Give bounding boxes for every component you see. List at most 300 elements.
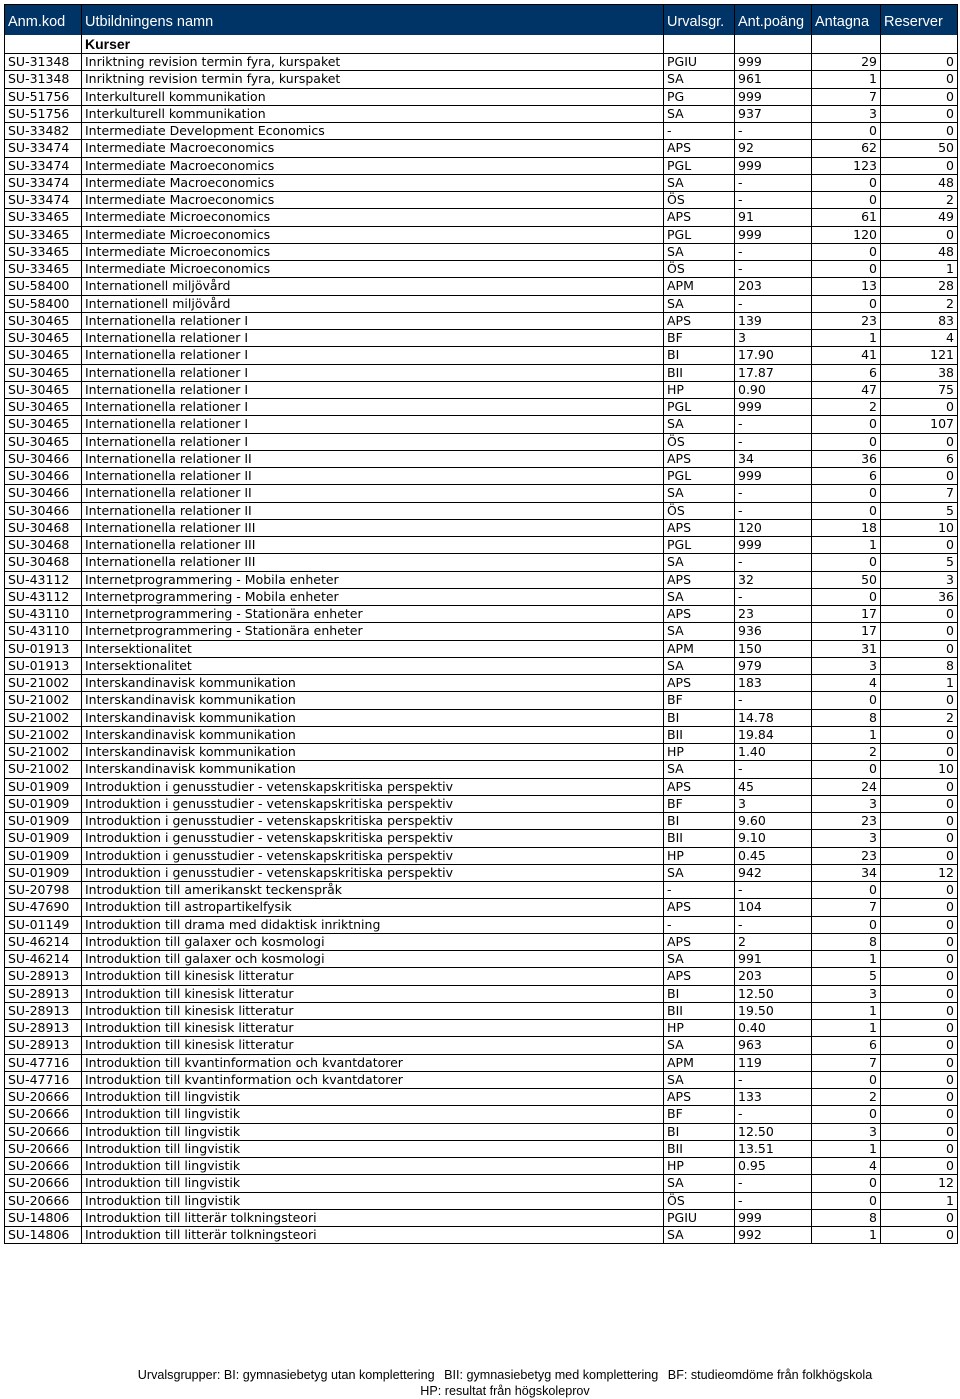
cell-antagna: 0 bbox=[812, 1192, 881, 1209]
cell-namn: Introduktion i genusstudier - vetenskapskritiska perspektiv bbox=[82, 795, 664, 812]
table-row bbox=[5, 537, 958, 554]
cell-urvalsgr: APM bbox=[664, 1054, 735, 1071]
cell-namn: Intersektionalitet bbox=[82, 657, 664, 674]
cell-namn: Internetprogrammering - Mobila enheter bbox=[82, 571, 664, 588]
cell-reserver: 0 bbox=[881, 606, 958, 623]
cell-urvalsgr: SA bbox=[664, 588, 735, 605]
cell-anm-kod: SU-33465 bbox=[5, 243, 82, 260]
cell-urvalsgr: APS bbox=[664, 968, 735, 985]
cell-urvalsgr: HP bbox=[664, 847, 735, 864]
cell-ant-poang: 999 bbox=[735, 157, 812, 174]
table-row bbox=[5, 623, 958, 640]
cell-ant-poang: 979 bbox=[735, 657, 812, 674]
cell-reserver: 107 bbox=[881, 416, 958, 433]
legend-item-bi: Urvalsgrupper: BI: gymnasiebetyg utan komplettering bbox=[137, 1368, 435, 1382]
cell-ant-poang: 45 bbox=[735, 778, 812, 795]
cell-anm-kod: SU-28913 bbox=[5, 1020, 82, 1037]
cell-namn: Internationella relationer II bbox=[82, 450, 664, 467]
cell-ant-poang: 0.95 bbox=[735, 1158, 812, 1175]
cell-namn: Introduktion till litterär tolkningsteori bbox=[82, 1227, 664, 1244]
table-row bbox=[5, 468, 958, 485]
cell-anm-kod: SU-21002 bbox=[5, 761, 82, 778]
cell-namn: Internationella relationer I bbox=[82, 312, 664, 329]
col-header-antagna: Antagna bbox=[812, 5, 881, 36]
cell-ant-poang: 14.78 bbox=[735, 709, 812, 726]
table-row bbox=[5, 330, 958, 347]
cell-anm-kod: SU-14806 bbox=[5, 1209, 82, 1226]
table-row bbox=[5, 1037, 958, 1054]
cell-ant-poang: 13.51 bbox=[735, 1140, 812, 1157]
cell-namn: Introduktion till kinesisk litteratur bbox=[82, 1020, 664, 1037]
cell-namn: Intermediate Microeconomics bbox=[82, 261, 664, 278]
cell-anm-kod: SU-01913 bbox=[5, 640, 82, 657]
cell-namn: Internationell miljövård bbox=[82, 278, 664, 295]
cell-ant-poang: - bbox=[735, 261, 812, 278]
cell-antagna: 0 bbox=[812, 295, 881, 312]
cell-urvalsgr: APS bbox=[664, 1089, 735, 1106]
cell-reserver: 0 bbox=[881, 847, 958, 864]
cell-anm-kod: SU-21002 bbox=[5, 692, 82, 709]
cell-urvalsgr: APS bbox=[664, 571, 735, 588]
cell-anm-kod: SU-30466 bbox=[5, 468, 82, 485]
cell-antagna: 8 bbox=[812, 709, 881, 726]
cell-anm-kod: SU-01909 bbox=[5, 847, 82, 864]
cell-urvalsgr: BI bbox=[664, 985, 735, 1002]
cell-namn: Internationell miljövård bbox=[82, 295, 664, 312]
cell-namn: Intermediate Microeconomics bbox=[82, 243, 664, 260]
cell-ant-poang: 9.10 bbox=[735, 830, 812, 847]
cell-urvalsgr: PG bbox=[664, 88, 735, 105]
cell-namn: Intermediate Development Economics bbox=[82, 123, 664, 140]
cell-urvalsgr: SA bbox=[664, 1037, 735, 1054]
cell-reserver: 0 bbox=[881, 933, 958, 950]
cell-ant-poang: - bbox=[735, 1192, 812, 1209]
table-row bbox=[5, 105, 958, 122]
cell-reserver: 5 bbox=[881, 502, 958, 519]
cell-reserver: 50 bbox=[881, 140, 958, 157]
cell-antagna: 0 bbox=[812, 692, 881, 709]
cell-reserver: 5 bbox=[881, 554, 958, 571]
cell-ant-poang: 19.50 bbox=[735, 1002, 812, 1019]
cell-reserver: 0 bbox=[881, 882, 958, 899]
cell-namn: Interskandinavisk kommunikation bbox=[82, 709, 664, 726]
table-row bbox=[5, 416, 958, 433]
table-row bbox=[5, 795, 958, 812]
cell-namn: Introduktion till kvantinformation och kvantdatorer bbox=[82, 1071, 664, 1088]
cell-anm-kod: SU-01149 bbox=[5, 916, 82, 933]
cell-antagna: 24 bbox=[812, 778, 881, 795]
cell-ant-poang: 17.87 bbox=[735, 364, 812, 381]
cell-namn: Introduktion till amerikanskt teckenspråk bbox=[82, 882, 664, 899]
cell-reserver: 12 bbox=[881, 864, 958, 881]
cell-namn: Intermediate Macroeconomics bbox=[82, 140, 664, 157]
cell-antagna: 0 bbox=[812, 123, 881, 140]
cell-antagna: 3 bbox=[812, 985, 881, 1002]
cell-anm-kod: SU-28913 bbox=[5, 1037, 82, 1054]
cell-antagna: 7 bbox=[812, 1054, 881, 1071]
cell-antagna: 0 bbox=[812, 1106, 881, 1123]
cell-reserver: 6 bbox=[881, 450, 958, 467]
table-row bbox=[5, 295, 958, 312]
cell-reserver: 0 bbox=[881, 744, 958, 761]
cell-ant-poang: 0.45 bbox=[735, 847, 812, 864]
cell-anm-kod: SU-58400 bbox=[5, 278, 82, 295]
cell-anm-kod: SU-33482 bbox=[5, 123, 82, 140]
cell-antagna: 2 bbox=[812, 399, 881, 416]
table-row bbox=[5, 1192, 958, 1209]
cell-antagna: 1 bbox=[812, 1002, 881, 1019]
cell-antagna: 3 bbox=[812, 795, 881, 812]
cell-antagna: 3 bbox=[812, 105, 881, 122]
legend-line-2: HP: resultat från högskoleprov bbox=[420, 1384, 590, 1398]
cell-anm-kod: SU-20666 bbox=[5, 1140, 82, 1157]
cell-reserver: 1 bbox=[881, 261, 958, 278]
table-row bbox=[5, 1054, 958, 1071]
cell-anm-kod: SU-20666 bbox=[5, 1175, 82, 1192]
cell-reserver: 0 bbox=[881, 1089, 958, 1106]
cell-namn: Introduktion till lingvistik bbox=[82, 1158, 664, 1175]
col-header-anm-kod: Anm.kod bbox=[5, 5, 82, 36]
cell-antagna: 0 bbox=[812, 502, 881, 519]
cell-ant-poang: - bbox=[735, 1175, 812, 1192]
table-row bbox=[5, 1140, 958, 1157]
cell-urvalsgr: - bbox=[664, 882, 735, 899]
cell-reserver: 2 bbox=[881, 295, 958, 312]
cell-anm-kod: SU-33465 bbox=[5, 226, 82, 243]
cell-namn: Introduktion till lingvistik bbox=[82, 1089, 664, 1106]
table-row bbox=[5, 399, 958, 416]
cell-namn: Interskandinavisk kommunikation bbox=[82, 675, 664, 692]
cell-ant-poang: 999 bbox=[735, 54, 812, 71]
cell-reserver: 0 bbox=[881, 1054, 958, 1071]
cell-anm-kod: SU-01909 bbox=[5, 778, 82, 795]
cell-namn: Intermediate Macroeconomics bbox=[82, 192, 664, 209]
cell-ant-poang: 34 bbox=[735, 450, 812, 467]
cell-antagna: 1 bbox=[812, 726, 881, 743]
cell-urvalsgr: BF bbox=[664, 1106, 735, 1123]
cell-ant-poang: 963 bbox=[735, 1037, 812, 1054]
table-row bbox=[5, 1227, 958, 1244]
cell-antagna: 5 bbox=[812, 968, 881, 985]
cell-urvalsgr: BII bbox=[664, 830, 735, 847]
cell-namn: Internationella relationer II bbox=[82, 502, 664, 519]
table-row bbox=[5, 588, 958, 605]
cell-namn: Internationella relationer III bbox=[82, 537, 664, 554]
cell-anm-kod: SU-14806 bbox=[5, 1227, 82, 1244]
table-row bbox=[5, 1071, 958, 1088]
cell-urvalsgr: SA bbox=[664, 657, 735, 674]
cell-antagna: 34 bbox=[812, 864, 881, 881]
cell-ant-poang: 999 bbox=[735, 226, 812, 243]
cell-urvalsgr: ÖS bbox=[664, 502, 735, 519]
cell-urvalsgr: SA bbox=[664, 71, 735, 88]
cell-anm-kod: SU-31348 bbox=[5, 71, 82, 88]
legend-item-bii: BII: gymnasiebetyg med komplettering bbox=[444, 1368, 659, 1382]
cell-anm-kod: SU-30466 bbox=[5, 485, 82, 502]
cell-antagna: 3 bbox=[812, 830, 881, 847]
cell-antagna: 8 bbox=[812, 1209, 881, 1226]
cell-namn: Interkulturell kommunikation bbox=[82, 105, 664, 122]
cell-ant-poang: 183 bbox=[735, 675, 812, 692]
cell-reserver: 0 bbox=[881, 399, 958, 416]
cell-antagna: 0 bbox=[812, 1071, 881, 1088]
cell-antagna: 13 bbox=[812, 278, 881, 295]
cell-antagna: 17 bbox=[812, 606, 881, 623]
cell-namn: Internationella relationer III bbox=[82, 519, 664, 536]
table-row bbox=[5, 640, 958, 657]
cell-reserver: 0 bbox=[881, 433, 958, 450]
cell-urvalsgr: BII bbox=[664, 1002, 735, 1019]
cell-anm-kod: SU-01909 bbox=[5, 830, 82, 847]
cell-antagna: 0 bbox=[812, 261, 881, 278]
cell-urvalsgr: ÖS bbox=[664, 192, 735, 209]
cell-reserver: 1 bbox=[881, 675, 958, 692]
table-row bbox=[5, 968, 958, 985]
cell-anm-kod: SU-30468 bbox=[5, 537, 82, 554]
table-row bbox=[5, 278, 958, 295]
cell-urvalsgr: APM bbox=[664, 640, 735, 657]
cell-urvalsgr: ÖS bbox=[664, 261, 735, 278]
cell-namn: Inriktning revision termin fyra, kurspaket bbox=[82, 71, 664, 88]
cell-antagna: 6 bbox=[812, 468, 881, 485]
cell-namn: Introduktion till kinesisk litteratur bbox=[82, 985, 664, 1002]
cell-namn: Internationella relationer II bbox=[82, 485, 664, 502]
col-header-reserver: Reserver bbox=[881, 5, 958, 36]
cell-ant-poang: 12.50 bbox=[735, 1123, 812, 1140]
cell-ant-poang: 999 bbox=[735, 88, 812, 105]
cell-namn: Intermediate Macroeconomics bbox=[82, 174, 664, 191]
cell-ant-poang: - bbox=[735, 916, 812, 933]
cell-ant-poang: 203 bbox=[735, 968, 812, 985]
cell-anm-kod: SU-33474 bbox=[5, 174, 82, 191]
cell-reserver: 10 bbox=[881, 761, 958, 778]
cell-namn: Introduktion till drama med didaktisk inriktning bbox=[82, 916, 664, 933]
table-row bbox=[5, 692, 958, 709]
table-row bbox=[5, 726, 958, 743]
cell-ant-poang: 91 bbox=[735, 209, 812, 226]
table-row bbox=[5, 157, 958, 174]
table-row bbox=[5, 226, 958, 243]
cell-anm-kod: SU-20666 bbox=[5, 1158, 82, 1175]
cell-anm-kod: SU-46214 bbox=[5, 951, 82, 968]
cell-ant-poang: - bbox=[735, 882, 812, 899]
cell-antagna: 23 bbox=[812, 312, 881, 329]
cell-urvalsgr: PGIU bbox=[664, 1209, 735, 1226]
cell-anm-kod: SU-33474 bbox=[5, 140, 82, 157]
cell-anm-kod: SU-43110 bbox=[5, 623, 82, 640]
cell-reserver: 0 bbox=[881, 640, 958, 657]
legend-line-1 bbox=[0, 1367, 960, 1383]
cell-anm-kod: SU-31348 bbox=[5, 54, 82, 71]
cell-anm-kod: SU-20666 bbox=[5, 1123, 82, 1140]
cell-namn: Introduktion till kinesisk litteratur bbox=[82, 1002, 664, 1019]
cell-antagna: 3 bbox=[812, 1123, 881, 1140]
cell-antagna: 7 bbox=[812, 899, 881, 916]
cell-anm-kod: SU-47716 bbox=[5, 1054, 82, 1071]
cell-reserver: 0 bbox=[881, 1140, 958, 1157]
cell-reserver: 75 bbox=[881, 381, 958, 398]
cell-antagna: 23 bbox=[812, 847, 881, 864]
cell-reserver: 0 bbox=[881, 795, 958, 812]
cell-ant-poang: 119 bbox=[735, 1054, 812, 1071]
cell-urvalsgr: PGL bbox=[664, 468, 735, 485]
cell-namn: Introduktion i genusstudier - vetenskapskritiska perspektiv bbox=[82, 830, 664, 847]
cell-ant-poang: 203 bbox=[735, 278, 812, 295]
cell-urvalsgr: PGL bbox=[664, 157, 735, 174]
cell-namn: Interkulturell kommunikation bbox=[82, 88, 664, 105]
cell-urvalsgr: PGIU bbox=[664, 54, 735, 71]
cell-urvalsgr: BII bbox=[664, 1140, 735, 1157]
cell-reserver: 0 bbox=[881, 1158, 958, 1175]
cell-anm-kod: SU-51756 bbox=[5, 105, 82, 122]
cell-antagna: 4 bbox=[812, 675, 881, 692]
cell-antagna: 23 bbox=[812, 813, 881, 830]
cell-reserver: 0 bbox=[881, 968, 958, 985]
table-row bbox=[5, 1002, 958, 1019]
cell-reserver: 83 bbox=[881, 312, 958, 329]
cell-anm-kod: SU-30465 bbox=[5, 347, 82, 364]
cell-namn: Internationella relationer III bbox=[82, 554, 664, 571]
cell-anm-kod: SU-21002 bbox=[5, 744, 82, 761]
cell-ant-poang: 999 bbox=[735, 1209, 812, 1226]
cell-urvalsgr: SA bbox=[664, 416, 735, 433]
cell-anm-kod: SU-33465 bbox=[5, 261, 82, 278]
table-row bbox=[5, 882, 958, 899]
cell-anm-kod: SU-01913 bbox=[5, 657, 82, 674]
cell-ant-poang: 991 bbox=[735, 951, 812, 968]
cell-anm-kod: SU-21002 bbox=[5, 675, 82, 692]
cell-antagna: 1 bbox=[812, 330, 881, 347]
cell-anm-kod: SU-30466 bbox=[5, 502, 82, 519]
cell-urvalsgr: APS bbox=[664, 606, 735, 623]
cell-ant-poang: - bbox=[735, 416, 812, 433]
table-row bbox=[5, 433, 958, 450]
cell-urvalsgr: SA bbox=[664, 951, 735, 968]
cell-ant-poang: - bbox=[735, 243, 812, 260]
cell-urvalsgr: SA bbox=[664, 1227, 735, 1244]
cell-reserver: 121 bbox=[881, 347, 958, 364]
cell-urvalsgr: APS bbox=[664, 519, 735, 536]
cell-ant-poang: - bbox=[735, 123, 812, 140]
cell-urvalsgr: APS bbox=[664, 899, 735, 916]
cell-ant-poang: - bbox=[735, 761, 812, 778]
cell-antagna: 0 bbox=[812, 1175, 881, 1192]
cell-anm-kod: SU-30465 bbox=[5, 399, 82, 416]
table-row bbox=[5, 554, 958, 571]
cell-anm-kod: SU-30465 bbox=[5, 433, 82, 450]
cell-reserver: 7 bbox=[881, 485, 958, 502]
cell-ant-poang: 937 bbox=[735, 105, 812, 122]
cell-antagna: 3 bbox=[812, 657, 881, 674]
cell-antagna: 29 bbox=[812, 54, 881, 71]
cell-anm-kod: SU-33474 bbox=[5, 192, 82, 209]
cell-reserver: 38 bbox=[881, 364, 958, 381]
cell-namn: Introduktion till litterär tolkningsteori bbox=[82, 1209, 664, 1226]
cell-namn: Interskandinavisk kommunikation bbox=[82, 692, 664, 709]
cell-namn: Internetprogrammering - Mobila enheter bbox=[82, 588, 664, 605]
cell-urvalsgr: BI bbox=[664, 813, 735, 830]
cell-reserver: 0 bbox=[881, 1020, 958, 1037]
cell-urvalsgr: SA bbox=[664, 864, 735, 881]
cell-ant-poang: 133 bbox=[735, 1089, 812, 1106]
table-row bbox=[5, 347, 958, 364]
table-row bbox=[5, 933, 958, 950]
cell-anm-kod: SU-30468 bbox=[5, 554, 82, 571]
cell-urvalsgr: SA bbox=[664, 295, 735, 312]
cell-reserver: 36 bbox=[881, 588, 958, 605]
table-row bbox=[5, 1175, 958, 1192]
cell-anm-kod: SU-30465 bbox=[5, 312, 82, 329]
cell-antagna: 6 bbox=[812, 1037, 881, 1054]
cell-ant-poang: 961 bbox=[735, 71, 812, 88]
cell-namn: Internationella relationer I bbox=[82, 347, 664, 364]
table-row bbox=[5, 192, 958, 209]
table-row bbox=[5, 813, 958, 830]
cell-anm-kod: SU-21002 bbox=[5, 709, 82, 726]
cell-urvalsgr: APS bbox=[664, 778, 735, 795]
cell-ant-poang: 32 bbox=[735, 571, 812, 588]
cell-reserver: 0 bbox=[881, 726, 958, 743]
cell-reserver: 0 bbox=[881, 1227, 958, 1244]
cell-antagna: 1 bbox=[812, 951, 881, 968]
table-row bbox=[5, 899, 958, 916]
cell-anm-kod: SU-30465 bbox=[5, 416, 82, 433]
cell-urvalsgr: SA bbox=[664, 243, 735, 260]
cell-anm-kod: SU-28913 bbox=[5, 985, 82, 1002]
cell-antagna: 7 bbox=[812, 88, 881, 105]
table-row bbox=[5, 502, 958, 519]
header-row bbox=[5, 5, 958, 36]
cell-anm-kod: SU-01909 bbox=[5, 864, 82, 881]
cell-namn: Internationella relationer I bbox=[82, 399, 664, 416]
table-row bbox=[5, 830, 958, 847]
cell-urvalsgr: HP bbox=[664, 381, 735, 398]
cell-reserver: 3 bbox=[881, 571, 958, 588]
cell-urvalsgr: BII bbox=[664, 726, 735, 743]
table-row bbox=[5, 744, 958, 761]
cell-anm-kod: SU-28913 bbox=[5, 968, 82, 985]
cell-namn: Interskandinavisk kommunikation bbox=[82, 761, 664, 778]
cell-reserver: 48 bbox=[881, 174, 958, 191]
cell-reserver: 0 bbox=[881, 54, 958, 71]
admissions-table bbox=[4, 4, 958, 1244]
cell-antagna: 0 bbox=[812, 916, 881, 933]
cell-ant-poang: 936 bbox=[735, 623, 812, 640]
table-row bbox=[5, 1158, 958, 1175]
cell-namn: Introduktion till galaxer och kosmologi bbox=[82, 951, 664, 968]
table-row bbox=[5, 606, 958, 623]
cell-ant-poang: - bbox=[735, 295, 812, 312]
cell-anm-kod: SU-51756 bbox=[5, 88, 82, 105]
cell-namn: Introduktion i genusstudier - vetenskapskritiska perspektiv bbox=[82, 778, 664, 795]
cell-urvalsgr: PGL bbox=[664, 537, 735, 554]
cell-namn: Interskandinavisk kommunikation bbox=[82, 726, 664, 743]
cell-reserver: 28 bbox=[881, 278, 958, 295]
cell-reserver: 0 bbox=[881, 226, 958, 243]
cell-reserver: 0 bbox=[881, 1106, 958, 1123]
cell-namn: Introduktion till lingvistik bbox=[82, 1106, 664, 1123]
cell-urvalsgr: SA bbox=[664, 485, 735, 502]
cell-urvalsgr: APS bbox=[664, 933, 735, 950]
cell-namn: Introduktion till lingvistik bbox=[82, 1140, 664, 1157]
cell-namn: Introduktion i genusstudier - vetenskapskritiska perspektiv bbox=[82, 847, 664, 864]
cell-anm-kod: SU-33465 bbox=[5, 209, 82, 226]
cell-namn: Introduktion till galaxer och kosmologi bbox=[82, 933, 664, 950]
table-row bbox=[5, 174, 958, 191]
cell-namn: Internationella relationer I bbox=[82, 381, 664, 398]
cell-anm-kod: SU-21002 bbox=[5, 726, 82, 743]
cell-reserver: 0 bbox=[881, 951, 958, 968]
